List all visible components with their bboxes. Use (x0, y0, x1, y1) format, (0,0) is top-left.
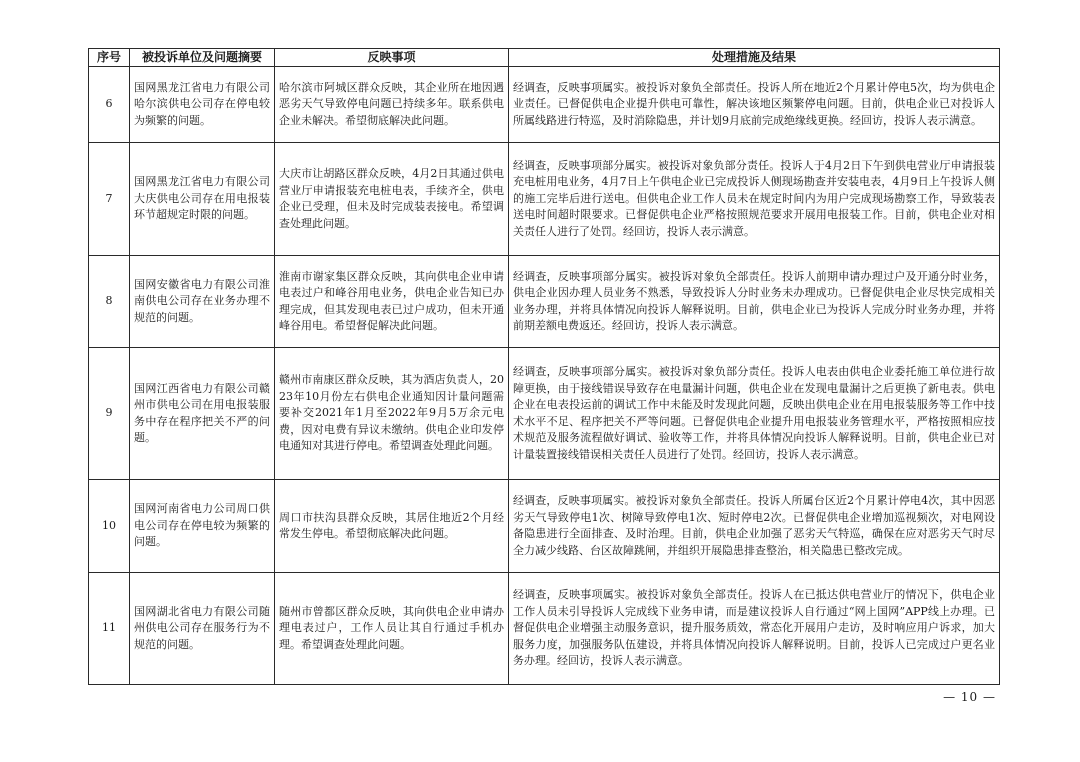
row-number: 10 (89, 480, 130, 573)
row-issue: 大庆市让胡路区群众反映，4月2日其通过供电营业厅申请报装充电桩电表，手续齐全，供电企业已受理，但未及时完成装表接电。希望调查处理此问题。 (275, 143, 509, 256)
row-number: 8 (89, 256, 130, 348)
row-unit: 国网湖北省电力有限公司随州供电公司存在服务行为不规范的问题。 (130, 573, 275, 685)
row-result: 经调查，反映事项属实。被投诉对象负全部责任。投诉人在已抵达供电营业厅的情况下，供电企业工作人员未引导投诉人完成线下业务申请，而是建议投诉人自行通过“网上国网”APP线上办理。已督促供电企业增强主动服务意识，提升服务质效，常态化开展用户走访，及时响应用户诉求，加大服务力度，加强服务队伍建设，并将具体情况向投诉人解释说明。目前，投诉人已完成过户更名业务办理。经回访，投诉人表示满意。 (509, 573, 1000, 685)
table-row (89, 573, 1000, 685)
row-number: 6 (89, 67, 130, 143)
row-result: 经调查，反映事项部分属实。被投诉对象负部分责任。投诉人电表由供电企业委托施工单位进行故障更换，由于接线错误导致存在电量漏计问题，供电企业在发现电量漏计之后更换了新电表。供电企业在电表投运前的调试工作中未能及时发现此问题，反映出供电企业在用电报装服务等工作中技术水平不足、程序把关不严等问题。已督促供电企业提升用电报装业务管理水平，严格按照相应技术规范及服务流程做好调试、验收等工作，并将具体情况向投诉人解释说明。目前，供电企业已对计量装置接线错误相关责任人员进行了处罚。经回访，投诉人表示满意。 (509, 348, 1000, 480)
row-issue: 哈尔滨市阿城区群众反映，其企业所在地因遇恶劣天气导致停电问题已持续多年。联系供电企业未解决。希望彻底解决此问题。 (275, 67, 509, 143)
row-result: 经调查，反映事项属实。被投诉对象负全部责任。投诉人所属台区近2个月累计停电4次，其中因恶劣天气导致停电1次、树障导致停电1次、短时停电2次。已督促供电企业增加巡视频次，对电网设备隐患进行全面排查、及时治理。目前，供电企业加强了恶劣天气特巡，确保在应对恶劣天气时尽全力减少线路、台区故障跳闸，并组织开展隐患排查整治，相关隐患已整改完成。 (509, 480, 1000, 573)
header-result: 处理措施及结果 (509, 49, 1000, 67)
row-issue: 淮南市谢家集区群众反映，其向供电企业申请电表过户和峰谷用电业务，供电企业告知已办理完成，但其发现电表已过户成功，但未开通峰谷用电。希望督促解决此问题。 (275, 256, 509, 348)
page-number: — 10 — (943, 690, 996, 704)
table-row (89, 256, 1000, 348)
row-result: 经调查，反映事项属实。被投诉对象负全部责任。投诉人所在地近2个月累计停电5次，均为供电企业责任。已督促供电企业提升供电可靠性，解决该地区频繁停电问题。目前，供电企业已对投诉人所属线路进行特巡，及时消除隐患，并计划9月底前完成绝缘线更换。经回访，投诉人表示满意。 (509, 67, 1000, 143)
table-row (89, 348, 1000, 480)
row-unit: 国网江西省电力有限公司赣州市供电公司在用电报装服务中存在程序把关不严的问题。 (130, 348, 275, 480)
header-issue: 反映事项 (275, 49, 509, 67)
row-unit: 国网河南省电力公司周口供电公司存在停电较为频繁的问题。 (130, 480, 275, 573)
row-number: 11 (89, 573, 130, 685)
row-number: 9 (89, 348, 130, 480)
row-issue: 随州市曾都区群众反映，其向供电企业申请办理电表过户，工作人员让其自行通过手机办理。希望调查处理此问题。 (275, 573, 509, 685)
row-issue: 赣州市南康区群众反映，其为酒店负责人，2023年10月份左右供电企业通知因计量问题需要补交2021年1月至2022年9月5万余元电费，因对电费有异议未缴纳。供电企业印发停电通知对其进行停电。希望调查处理此问题。 (275, 348, 509, 480)
header-no: 序号 (89, 49, 130, 67)
table-row (89, 480, 1000, 573)
row-result: 经调查，反映事项部分属实。被投诉对象负全部责任。投诉人前期申请办理过户及开通分时业务，供电企业因办理人员业务不熟悉，导致投诉人分时业务未办理成功。已督促供电企业尽快完成相关业务办理，并将具体情况向投诉人解释说明。目前，供电企业已为投诉人完成分时业务办理，并将前期差额电费返还。经回访，投诉人表示满意。 (509, 256, 1000, 348)
row-issue: 周口市扶沟县群众反映，其居住地近2个月经常发生停电。希望彻底解决此问题。 (275, 480, 509, 573)
table-row (89, 143, 1000, 256)
table-header-row (89, 49, 1000, 67)
table-row (89, 67, 1000, 143)
row-number: 7 (89, 143, 130, 256)
row-unit: 国网安徽省电力有限公司淮南供电公司存在业务办理不规范的问题。 (130, 256, 275, 348)
header-unit: 被投诉单位及问题摘要 (130, 49, 275, 67)
row-unit: 国网黑龙江省电力有限公司大庆供电公司存在用电报装环节超规定时限的问题。 (130, 143, 275, 256)
row-unit: 国网黑龙江省电力有限公司哈尔滨供电公司存在停电较为频繁的问题。 (130, 67, 275, 143)
complaint-table (88, 48, 1000, 685)
row-result: 经调查，反映事项部分属实。被投诉对象负部分责任。投诉人于4月2日下午到供电营业厅申请报装充电桩用电业务，4月7日上午供电企业已完成投诉人侧现场勘查并安装电表，4月9日上午投诉人侧的施工完毕后进行送电。但供电企业工作人员未在规定时间内为用户完成现场勘察工作，导致装表送电时间超时限要求。已督促供电企业严格按照规范要求开展用电报装工作。目前，供电企业对相关责任人进行了处罚。经回访，投诉人表示满意。 (509, 143, 1000, 256)
